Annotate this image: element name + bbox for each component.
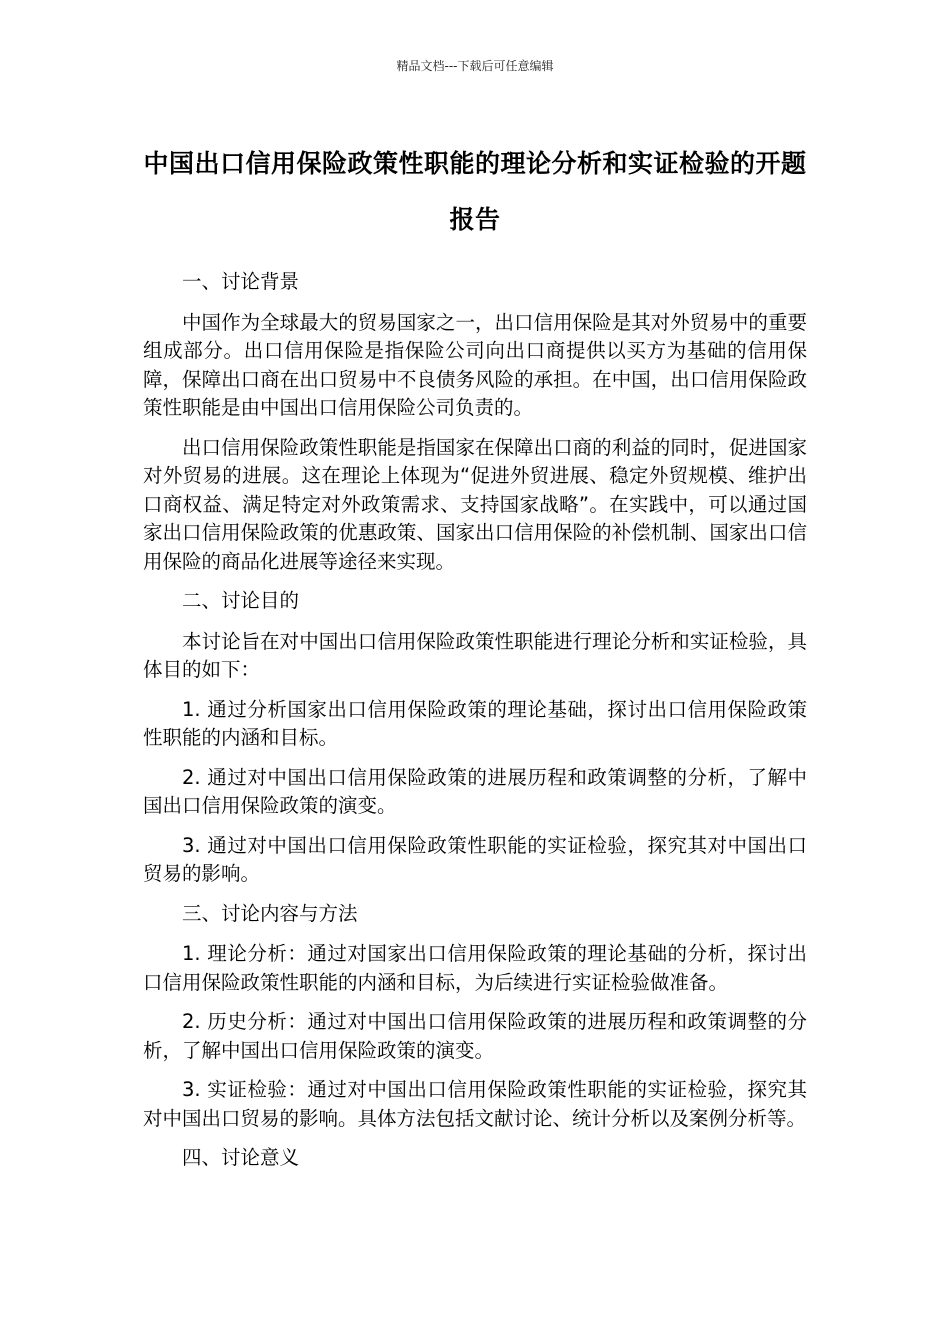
list-item: 1. 理论分析：通过对国家出口信用保险政策的理论基础的分析，探讨出口信用保险政策性职能的内涵和目标，为后续进行实证检验做准备。 xyxy=(143,942,807,994)
document-body xyxy=(143,268,807,1185)
section-heading-content-method: 三、讨论内容与方法 xyxy=(182,901,358,925)
paragraph: 本讨论旨在对中国出口信用保险政策性职能进行理论分析和实证检验，具体目的如下： xyxy=(143,629,807,681)
header-note: 精品文档---下载后可任意编辑 xyxy=(396,59,554,73)
section-heading-significance: 四、讨论意义 xyxy=(182,1146,300,1169)
list-item: 1. 通过分析国家出口信用保险政策的理论基础，探讨出口信用保险政策性职能的内涵和目标。 xyxy=(143,697,807,749)
paragraph: 出口信用保险政策性职能是指国家在保障出口商的利益的同时，促进国家对外贸易的进展。这在理论上体现为“促进外贸进展、稳定外贸规模、维护出口商权益、满足特定对外政策需求、支持国家战略”。在实践中，可以通过国家出口信用保险政策的优惠政策、国家出口信用保险的补偿机制、国家出口信用保险的商品化进展等途径来实现。 xyxy=(143,435,807,573)
list-item: 3. 实证检验：通过对中国出口信用保险政策性职能的实证检验，探究其对中国出口贸易的影响。具体方法包括文献讨论、统计分析以及案例分析等。 xyxy=(143,1078,807,1130)
paragraph: 中国作为全球最大的贸易国家之一，出口信用保险是其对外贸易中的重要组成部分。出口信用保险是指保险公司向出口商提供以买方为基础的信用保障，保障出口商在出口贸易中不良债务风险的承担。在中国，出口信用保险政策性职能是由中国出口信用保险公司负责的。 xyxy=(143,310,807,419)
list-item: 2. 通过对中国出口信用保险政策的进展历程和政策调整的分析，了解中国出口信用保险政策的演变。 xyxy=(143,765,807,817)
section-heading-background: 一、讨论背景 xyxy=(182,270,300,293)
list-item: 2. 历史分析：通过对中国出口信用保险政策的进展历程和政策调整的分析，了解中国出口信用保险政策的演变。 xyxy=(143,1010,807,1062)
document-title: 中国出口信用保险政策性职能的理论分析和实证检验的开题报告 xyxy=(143,149,807,234)
section-heading-purpose: 二、讨论目的 xyxy=(182,589,300,612)
list-item: 3. 通过对中国出口信用保险政策性职能的实证检验，探究其对中国出口贸易的影响。 xyxy=(143,833,807,885)
